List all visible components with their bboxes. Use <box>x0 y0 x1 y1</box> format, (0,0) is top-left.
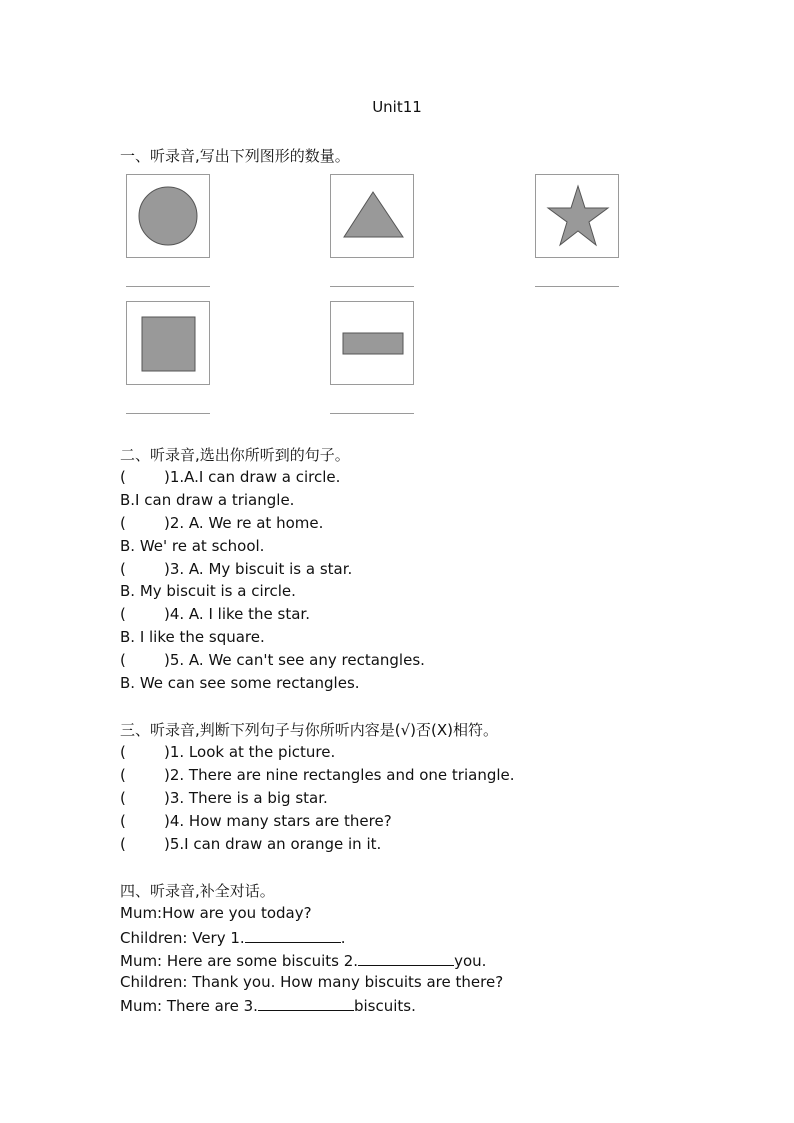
s2-line-7: ( )4. A. I like the star. <box>120 605 310 623</box>
answer-line-square[interactable] <box>126 413 210 414</box>
s3-line-1: ( )1. Look at the picture. <box>120 743 336 761</box>
s4-line-3-text: Mum: Here are some biscuits 2. <box>120 952 359 970</box>
s4-line-5-text: Mum: There are 3. <box>120 997 258 1015</box>
answer-line-triangle[interactable] <box>330 286 414 287</box>
s3-line-3: ( )3. There is a big star. <box>120 789 328 807</box>
s4-line-3 <box>120 950 486 970</box>
s2-line-5: ( )3. A. My biscuit is a star. <box>120 560 353 578</box>
s3-line-4: ( )4. How many stars are there? <box>120 812 392 830</box>
s4-line-5-end: biscuits. <box>353 997 416 1015</box>
s2-line-4: B. We' re at school. <box>120 537 265 555</box>
s2-line-10: B. We can see some rectangles. <box>120 674 360 692</box>
s4-line-2-text: Children: Very 1. <box>120 929 245 947</box>
s2-line-3: ( )2. A. We re at home. <box>120 514 324 532</box>
section-4-heading: 四、听录音,补全对话。 <box>120 882 275 900</box>
star-box <box>535 174 619 258</box>
section-3-heading: 三、听录音,判断下列句子与你所听内容是(√)否(X)相符。 <box>120 721 499 739</box>
s2-line-8: B. I like the square. <box>120 628 265 646</box>
square-icon <box>127 302 211 386</box>
s4-line-4: Children: Thank you. How many biscuits are there? <box>120 973 504 991</box>
answer-line-star[interactable] <box>535 286 619 287</box>
square-box <box>126 301 210 385</box>
blank-1[interactable] <box>245 927 341 943</box>
blank-3[interactable] <box>258 995 354 1011</box>
s4-line-1: Mum:How are you today? <box>120 904 312 922</box>
section-2-heading: 二、听录音,选出你所听到的句子。 <box>120 446 350 464</box>
page-title: Unit11 <box>372 98 422 116</box>
section-1-heading: 一、听录音,写出下列图形的数量。 <box>120 147 350 165</box>
blank-2[interactable] <box>358 950 454 966</box>
circle-icon <box>127 175 211 259</box>
s3-line-2: ( )2. There are nine rectangles and one triangle. <box>120 766 515 784</box>
triangle-box <box>330 174 414 258</box>
s2-line-2: B.I can draw a triangle. <box>120 491 295 509</box>
s4-line-2-end: . <box>340 929 346 947</box>
rectangle-box <box>330 301 414 385</box>
s4-line-3-end: you. <box>454 952 487 970</box>
rectangle-icon <box>331 302 415 386</box>
s4-line-5 <box>120 995 416 1015</box>
s3-line-5: ( )5.I can draw an orange in it. <box>120 835 382 853</box>
s2-line-1: ( )1.A.I can draw a circle. <box>120 468 341 486</box>
triangle-icon <box>331 175 415 259</box>
s2-line-9: ( )5. A. We can't see any rectangles. <box>120 651 425 669</box>
answer-line-circle[interactable] <box>126 286 210 287</box>
s4-line-2 <box>120 927 345 947</box>
star-icon <box>536 175 620 259</box>
circle-box <box>126 174 210 258</box>
answer-line-rectangle[interactable] <box>330 413 414 414</box>
s2-line-6: B. My biscuit is a circle. <box>120 582 296 600</box>
